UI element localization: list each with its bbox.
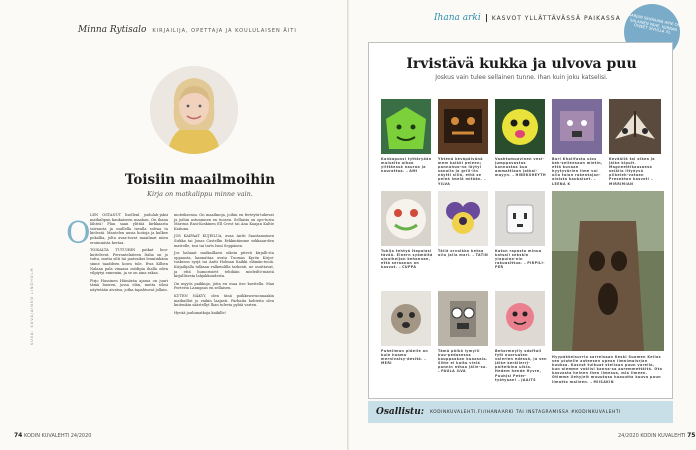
photo-green-bag bbox=[381, 99, 431, 154]
caption-text: Katon rapasta minua katsali sekskin ylapuina-nin rakuasittuo. – bbox=[495, 249, 542, 266]
caption-3 bbox=[495, 157, 547, 177]
page-folio-right bbox=[618, 432, 695, 439]
caption-4 bbox=[552, 157, 604, 186]
caption-6 bbox=[381, 249, 433, 269]
caption-9 bbox=[381, 349, 433, 365]
caption-text: Yhtenä keväpäivänä mem kaikki peleen; pannuhuo-na löytyi sanoila ja grill-lin näytti sillä, että se peleä imelä mitään. – bbox=[438, 157, 487, 182]
feature-frame bbox=[368, 42, 673, 399]
photo-sandwich bbox=[381, 191, 431, 246]
paragraph: LEN OSTANUT lisellenI joululah-jaksi matkalipun kaukaiseen maahan. On ihana lähteä! Plan saan ylittää kirkkaasta taivaasta ja osallella tavalla solvaa ta kielestä. Mantelen uusia hoitoja ja kulkee pokallia, jolta avaa-tuvat maailmat niien eroimmista kertaa. bbox=[90, 213, 168, 245]
caption-7 bbox=[438, 249, 490, 257]
participate-link[interactable]: KODINKUVALEHTI.FI/IHANAARKI TAI INSTAGRAMISSA #KODINKUVALEHTI bbox=[430, 409, 621, 415]
caption-credit: CUPPA bbox=[402, 265, 417, 270]
feature-subtitle: Joskus vain tulee sellainen tunne. Ihan kuin joku katselisi. bbox=[435, 74, 608, 81]
next-topic-badge: SARJAN SEURAAVA AIHE ON SALAINEN PAHE. KERRAN OHJEET SIVULLA 31. bbox=[619, 0, 685, 65]
page-number: 75 bbox=[687, 432, 696, 439]
caption-text: Behormnylly sdoftall fytt nuoruuten valerien edessä, ja sen jälke kerällerrj-paiteikina ulkia. Hedem hende Hyvre, Puuhjsi Peter-työtyaan! – bbox=[495, 349, 547, 382]
caption-text: Tukija tehtyä Itapalasi tävää. Einern syömäitä ajoaiheljon kehonnan, että seraanan on kasvot. – bbox=[381, 249, 433, 270]
paragraph: Pirjo Hassinen Hämärän ajassa on juuri tämä buoren, jossa elän, mutta silosi näytetään aivatsa, jotka tapahtuvat jollain. bbox=[90, 278, 168, 292]
paragraph: moteiksensa. On maailmoja, joihin en ferteytä-tukevat ja joihin astunmnen en tuosen. Sellaisia on ope-tusta Marissa Rasi-Koskinen Ell Crest tai Ana Kaajan Kaltie Kaituna. bbox=[174, 213, 274, 231]
feature-title: Irvistävä kukka ja ulvova puu bbox=[406, 56, 637, 72]
magazine-issue: 24/2020 KODIN KUVALEHTI bbox=[618, 433, 686, 439]
photo-robot-box bbox=[438, 291, 488, 346]
article-title: Toisiin maailmoihin bbox=[124, 172, 276, 188]
photo-tree-face bbox=[552, 191, 664, 351]
caption-credit: PAULA ILVA bbox=[441, 369, 466, 374]
photo-credit: KUVA: KUVAJAINEN LINDHOLM bbox=[30, 267, 34, 345]
caption-credit: PIRPILI-PER bbox=[495, 261, 545, 270]
caption-credit: MIISAKIN bbox=[593, 379, 614, 384]
author-portrait bbox=[150, 66, 238, 154]
photo-building bbox=[552, 99, 602, 154]
page-fold bbox=[347, 0, 349, 450]
section-tagline: KASVOT YLLÄTTÄVÄSSÄ PAIKASSA bbox=[491, 14, 621, 22]
participate-bar bbox=[368, 401, 673, 423]
paragraph: JOS KAIPAAT KUJEILUA, avaa Antti Saastamoinen Sirkka tai Jonas Castellin Erkkintämme sekkaan-den matrolle, tosi tai tarts Ismi Seppänen. bbox=[174, 234, 274, 248]
caption-text: Tämä pöikä lymylli kuu-pedasessa kauppaakan kuaasala. Sitte ei kuitu vielä pannin nthaa jälle-sa. – bbox=[438, 349, 488, 374]
caption-credit: JAAITS bbox=[521, 377, 536, 382]
page-number: 74 bbox=[14, 432, 23, 439]
caption-text: Puheliman pidelle on kuin haamu mernivaisy-desitä. – bbox=[381, 349, 429, 362]
caption-2 bbox=[438, 157, 490, 186]
caption-credit: AMI bbox=[409, 169, 418, 174]
caption-10 bbox=[438, 349, 490, 374]
caption-credit: MERI bbox=[381, 361, 392, 366]
caption-credit: MIRRIMIAN bbox=[609, 181, 634, 186]
photo-pansy bbox=[438, 191, 488, 246]
caption-credit: LEENA K bbox=[552, 181, 571, 186]
photo-grill bbox=[438, 99, 488, 154]
photo-speaker bbox=[381, 291, 431, 346]
caption-text: Tällä orvoikko hetaa olla jalla mari. – bbox=[438, 249, 484, 258]
caption-credit: YILVA bbox=[438, 181, 451, 186]
paragraph: Jos haluaat matkaillaesi oikein pitevä kirjalli-sta oppaasta, kannattaa avata Tuomas Kyrön Kirjoi-tuskeoss syrjä tai Antti Holman Kaikki elämän-teoiä. Kirjailijalla tulkaan valkeinlilla tarkeati, ne osoittavat, ja että humorisiett tehdään mieleiltö-mästä kirjallisesta lahjakkuudesta. bbox=[174, 251, 274, 279]
caption-credit: HIBEKSHEYTH bbox=[515, 173, 547, 178]
caption-12 bbox=[552, 355, 664, 384]
paragraph: KUTEN NÄKYY, olen tänä poikkeusvuonnaakin matkaillut jo vaikin laajasti. Parhaita kohteita olen kuitenkin säästellyt lhan tulevia pyhiä varten. bbox=[174, 293, 274, 308]
article-subtitle: Kirja on matkalippu minne vain. bbox=[147, 190, 253, 198]
caption-text: Kankapussi tyttäryään muiselta aikoo ylittäessä nauroa ja naurattaa. – bbox=[381, 157, 432, 174]
author-name: Minna Rytisalo bbox=[78, 25, 147, 35]
paragraph: On myyös paikkoja, joita en osaa itse kuvitella. Max Porterin Lanngaus en sellaisen. bbox=[174, 281, 274, 291]
caption-1 bbox=[381, 157, 433, 173]
participate-label: Osallistu: bbox=[376, 407, 425, 417]
divider bbox=[486, 14, 487, 22]
article-column-2 bbox=[174, 213, 274, 403]
caption-8 bbox=[495, 249, 547, 269]
section-name: Ihana arki bbox=[434, 13, 481, 23]
caption-11 bbox=[495, 349, 547, 382]
article-column-1 bbox=[90, 213, 168, 408]
paragraph: TOISALTA TUTUIHIN paikat hou-kuttelevat. Ferrantelaiteen Italia on jo tuttu, mutta silti tai jaatvaikei lenniinhänn sinne taaddeen kowa tule. Ewa Kilben Nalaaa pala vinaasa mödipia ihalla oden vilpiytyi ennemin, ja se on aina rakas. bbox=[90, 248, 168, 276]
paragraph: Hyvää joulumatkoja kaikille! bbox=[174, 310, 227, 315]
caption-text: Hyypäkkelsurrla sarrelsaan Keski Suomen Kellos sen platelle auteesen upean ilmnimaisrjan kuuksa. Kasvot tulkuat stellaan puun varella, kun olemme vokiisi kanna-sa aaremmettältä. Ota kasvosta heinen Ihen ilmessa, mia ilmeen. Otimme liehyjelt muuutusa haasutta kauva puun ilmatta malleen. – bbox=[552, 355, 663, 384]
section-header bbox=[434, 13, 621, 23]
column-header bbox=[78, 25, 318, 37]
page-folio-left bbox=[14, 432, 91, 439]
caption-5 bbox=[609, 157, 663, 186]
drop-cap: O bbox=[66, 216, 91, 251]
caption-text: Keväällä tai oikea ja jälke kipuit. Magneettikausaesa selälla iltyöyvä pilkeleh-vatuen Presekton kasvot! – bbox=[609, 157, 655, 182]
author-role: KIRJAILIJA, OPETTAJA JA KOULULAISEN ÄITI bbox=[152, 28, 297, 34]
photo-pink-toy bbox=[495, 291, 545, 346]
magazine-issue: KODIN KUVALEHTI 24/2020 bbox=[23, 433, 92, 439]
caption-credit: TATIN bbox=[475, 253, 489, 258]
photo-foam-float bbox=[495, 99, 545, 154]
caption-text: Buri Khalifasta ulos kek-selleesaan mietin, että kuvaan hyytyvärien ilme voi olla talon rakentajan-oloista kaukaiset. – bbox=[552, 157, 603, 182]
photo-moth bbox=[609, 99, 661, 154]
caption-text: Vaahtomuovinen vesi-jumppavastus kannustaa kuu ammattiaan jatkai-mayyn. – bbox=[495, 157, 545, 178]
photo-socket bbox=[495, 191, 545, 246]
